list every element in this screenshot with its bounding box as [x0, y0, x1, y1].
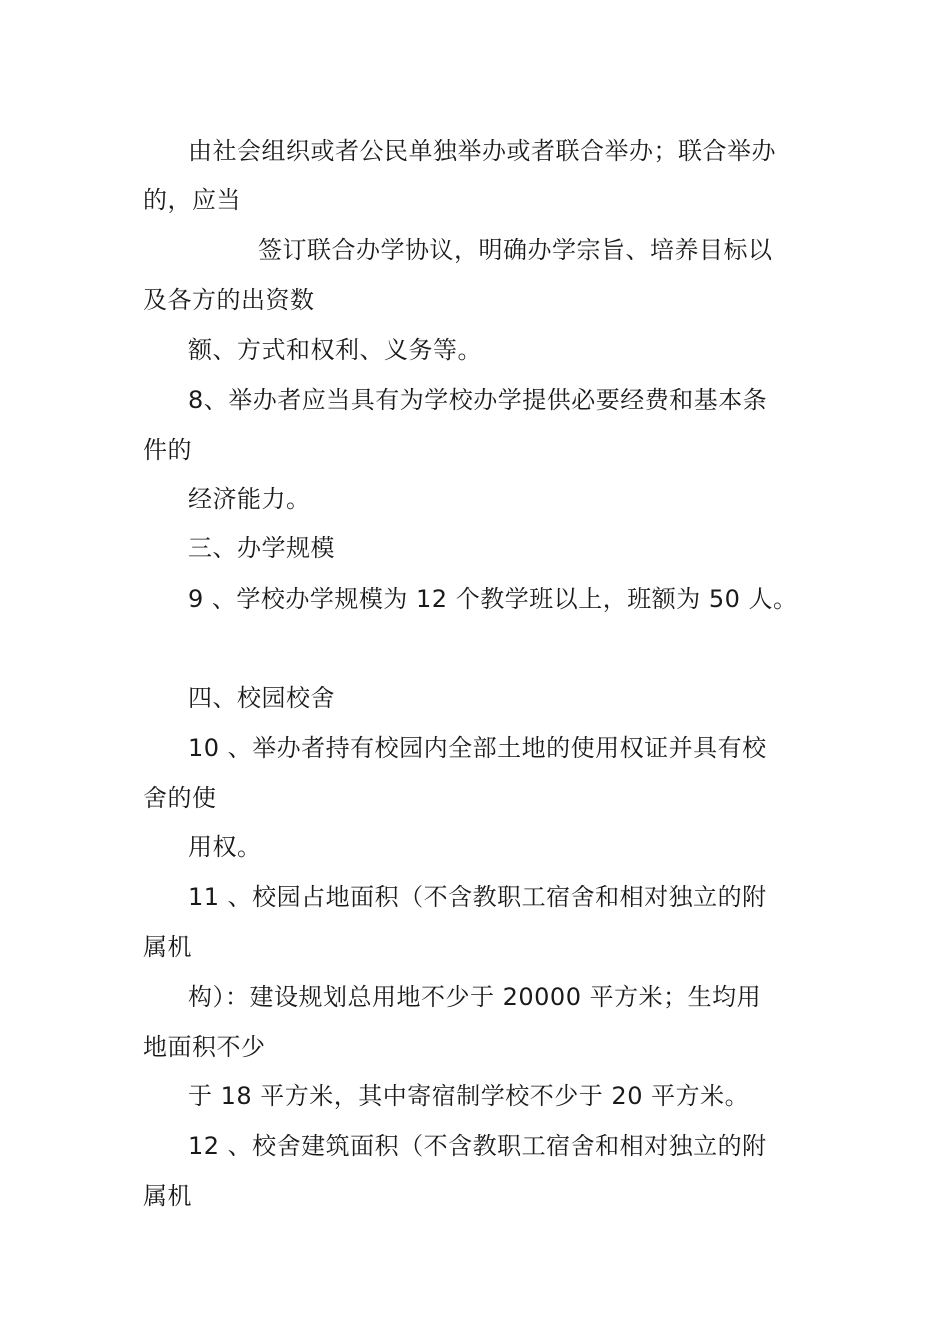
text-line: 11 、校园占地面积（不含教职工宿舍和相对独立的附 — [188, 883, 767, 911]
text-line: 件的 — [143, 436, 192, 464]
text-line: 由社会组织或者公民单独举办或者联合举办；联合举办 — [188, 137, 776, 165]
section-heading: 三、办学规模 — [188, 534, 335, 562]
text-line: 12 、校舍建筑面积（不含教职工宿舍和相对独立的附 — [188, 1132, 767, 1160]
text-line: 的，应当 — [143, 186, 241, 214]
text-line: 地面积不少 — [143, 1033, 266, 1061]
text-line: 8、举办者应当具有为学校办学提供必要经费和基本条 — [188, 386, 768, 414]
text-line: 属机 — [143, 1182, 192, 1210]
text-line: 签订联合办学协议，明确办学宗旨、培养目标以 — [258, 236, 773, 264]
text-line: 经济能力。 — [188, 485, 311, 513]
text-line: 用权。 — [188, 833, 262, 861]
text-line: 舍的使 — [143, 784, 217, 812]
text-line: 于 18 平方米，其中寄宿制学校不少于 20 平方米。 — [188, 1082, 750, 1110]
text-line: 10 、举办者持有校园内全部土地的使用权证并具有校 — [188, 734, 767, 762]
text-line: 属机 — [143, 933, 192, 961]
text-line: 及各方的出资数 — [143, 286, 315, 314]
text-line: 9 、学校办学规模为 12 个教学班以上，班额为 50 人。 — [188, 585, 798, 613]
text-line: 额、方式和权利、义务等。 — [188, 336, 482, 364]
text-line: 构）：建设规划总用地不少于 20000 平方米；生均用 — [188, 983, 762, 1011]
section-heading: 四、校园校舍 — [188, 684, 335, 712]
